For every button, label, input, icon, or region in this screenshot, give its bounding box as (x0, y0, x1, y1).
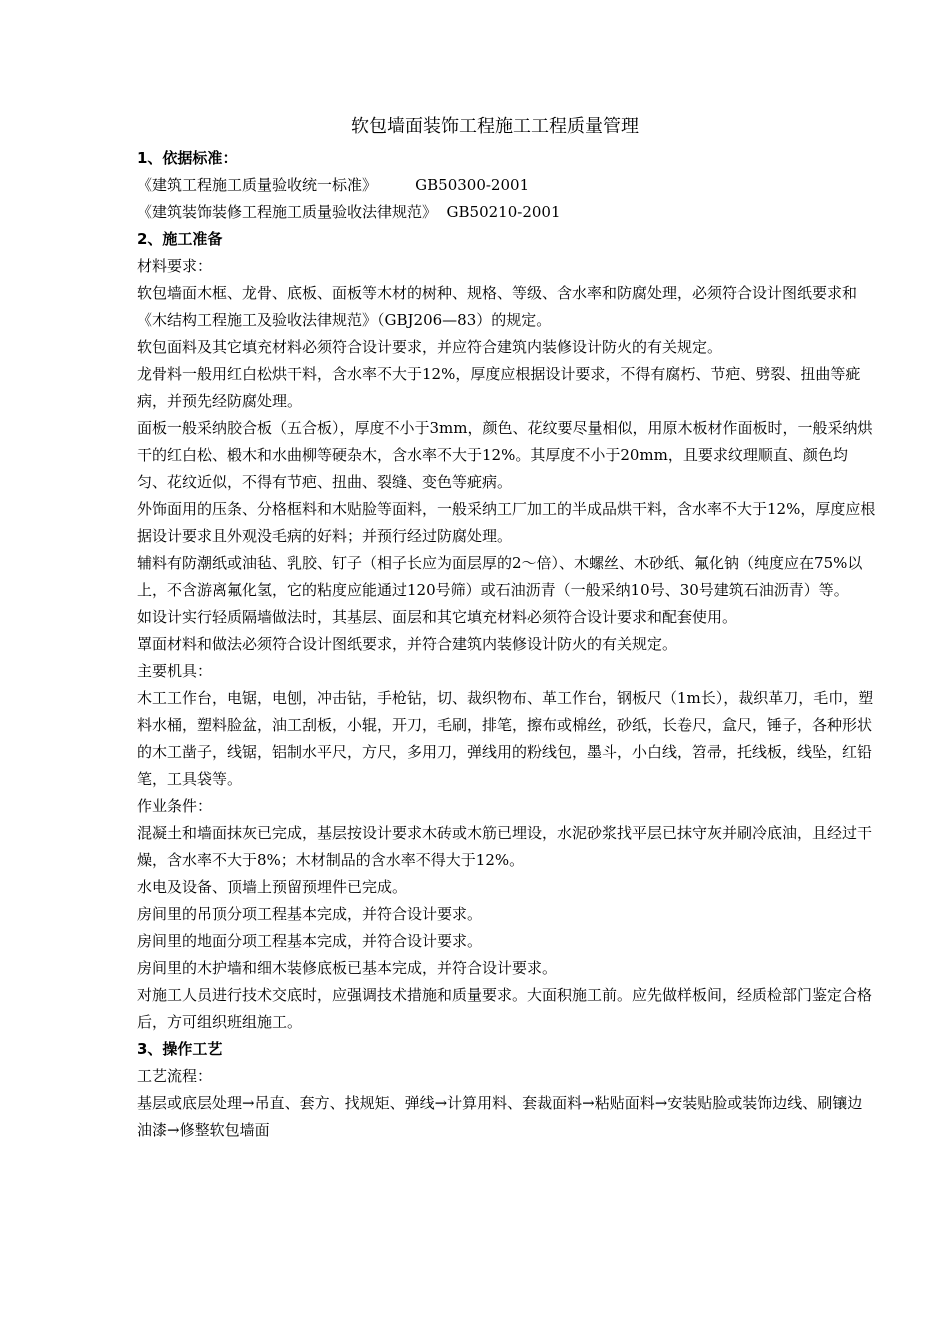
subheading-materials: 材料要求： (137, 257, 213, 275)
paragraph: 水电及设备、顶墙上预留预埋件已完成。 (137, 878, 408, 896)
paragraph: 辅料有防潮纸或油毡、乳胶、钉子（相子长应为面层厚的2～倍）、木螺丝、木砂纸、氟化钠（纯度应在75%以上，不含游离氟化氢，它的粘度应能通过120号筛）或石油沥青（一般采纳10号、30号建筑石油沥青）等。 (137, 554, 863, 599)
paragraph: 罩面材料和做法必须符合设计图纸要求，并符合建筑内装修设计防火的有关规定。 (137, 635, 678, 653)
section-heading-standards: 1、依据标准： (137, 149, 238, 167)
paragraph: 对施工人员进行技术交底时，应强调技术措施和质量要求。大面积施工前。应先做样板间，经质检部门鉴定合格后，方可组织班组施工。 (137, 986, 873, 1031)
subheading-tools: 主要机具： (137, 662, 213, 680)
section-heading-preparation: 2、施工准备 (137, 230, 223, 248)
process-flow: 基层或底层处理→吊直、套方、找规矩、弹线→计算用料、套裁面料→粘贴面料→安装贴脸或装饰边线、刷镶边油漆→修整软包墙面 (137, 1094, 863, 1139)
paragraph: 房间里的吊顶分项工程基本完成，并符合设计要求。 (137, 905, 483, 923)
paragraph: 龙骨料一般用红白松烘干料，含水率不大于12%，厚度应根据设计要求，不得有腐朽、节疤、劈裂、扭曲等疵病，并预先经防腐处理。 (137, 365, 861, 410)
paragraph: 房间里的木护墙和细木装修底板已基本完成，并符合设计要求。 (137, 959, 558, 977)
subheading-flow: 工艺流程： (137, 1067, 213, 1085)
paragraph: 混凝土和墙面抹灰已完成，基层按设计要求木砖或木筋已埋设，水泥砂浆找平层已抹守灰并刷冷底油，且经过干燥，含水率不大于8%；木材制品的含水率不得大于12%。 (137, 824, 873, 869)
paragraph: 房间里的地面分项工程基本完成，并符合设计要求。 (137, 932, 483, 950)
standard-item: 《建筑装饰装修工程施工质量验收法律规范》 GB50210-2001 (137, 203, 561, 221)
paragraph: 面板一般采纳胶合板（五合板），厚度不小于3mm，颜色、花纹要尽量相似，用原木板材作面板时，一般采纳烘干的红白松、椴木和水曲柳等硬杂木，含水率不大于12%。其厚度不小于20mm，且要求纹理顺直、颜色均匀、花纹近似，不得有节疤、扭曲、裂缝、变色等疵病。 (137, 419, 873, 491)
section-heading-operation: 3、操作工艺 (137, 1040, 223, 1058)
standard-item: 《建筑工程施工质量验收统一标准》 GB50300-2001 (137, 176, 530, 194)
paragraph: 软包面料及其它填充材料必须符合设计要求，并应符合建筑内装修设计防火的有关规定。 (137, 338, 723, 356)
paragraph: 木工工作台，电锯，电刨，冲击钻，手枪钻，切、裁织物布、革工作台，钢板尺（1m长），裁织革刀，毛巾，塑料水桶，塑料脸盆，油工刮板，小辊，开刀，毛刷，排笔，擦布或棉丝，砂纸，长卷尺，盒尺，锤子，各种形状的木工凿子，线锯，铝制水平尺，方尺，多用刀，弹线用的粉线包，墨斗，小白线，笤帚，托线板，线坠，红铅笔，工具袋等。 (137, 689, 874, 788)
paragraph: 外饰面用的压条、分格框料和木贴脸等面料，一般采纳工厂加工的半成品烘干料，含水率不大于12%，厚度应根据设计要求且外观没毛病的好料；并预行经过防腐处理。 (137, 500, 876, 545)
document-body (137, 145, 877, 1144)
page-title: 软包墙面装饰工程施工工程质量管理 (351, 116, 639, 137)
subheading-conditions: 作业条件： (137, 797, 213, 815)
paragraph: 软包墙面木框、龙骨、底板、面板等木材的树种、规格、等级、含水率和防腐处理，必须符合设计图纸要求和《木结构工程施工及验收法律规范》（GBJ206—83）的规定。 (137, 284, 858, 329)
paragraph: 如设计实行轻质隔墙做法时，其基层、面层和其它填充材料必须符合设计要求和配套使用。 (137, 608, 738, 626)
